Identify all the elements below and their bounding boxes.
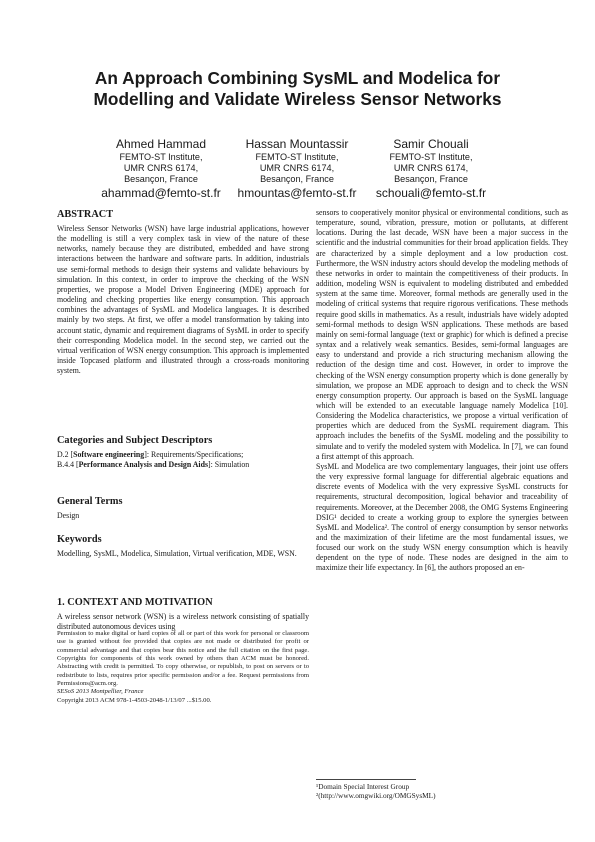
venue-text: SESoS 2013 Montpellier, France [57, 688, 144, 696]
abstract-heading: ABSTRACT [57, 209, 114, 220]
section-1-left [57, 596, 309, 632]
permission-text: Permission to make digital or hard copies of all or part of this work for personal or classroom use is granted without fee provided that copies are not made or distributed for profit or commercial advantage and that copies bear this notice and the full citation on the first page. Copyrights for components of this work owned by others than ACM must be honored. Abstracting with credit is permitted. To copy otherwise, or republish, to post on servers or to redistribute to lists, requires prior specific permission and/or a fee. Request permissions from Permissions@acm.org. [57, 630, 309, 688]
paper-title [40, 68, 555, 110]
permission-block [57, 630, 309, 705]
footnote-2[interactable]: ²(http://www.omgwiki.org/OMGSysML) [316, 791, 436, 801]
keywords-text: Modelling, SysML, Modelica, Simulation, Virtual verification, MDE, WSN. [57, 549, 297, 558]
general-terms-heading: General Terms [57, 496, 123, 507]
author-name: Hassan Mountassir [245, 137, 349, 151]
author-affiliation: UMR CNRS 6174, [123, 163, 199, 173]
author-name: Ahmed Hammad [115, 137, 207, 151]
footnote-1: ¹Domain Special Interest Group [316, 782, 410, 791]
categories-heading: Categories and Subject Descriptors [57, 435, 213, 446]
right-column [316, 208, 568, 574]
section-1-text: A wireless sensor network (WSN) is a wireless network consisting of spatially distributed autonomous devices using [57, 612, 309, 632]
category-code: B.4.4 [ [57, 460, 79, 470]
section-1-paragraph-1: sensors to cooperatively monitor physical or environmental conditions, such as temperature, sound, vibration, pressure, motion or pollutants, at different locations. During the last decade, WSN have been a major success in the scientific and the industrial communities for their broad application fields. They are characterized by a simple deployment and a low production cost. Furthermore, the WSN industry actors should develop the modeling methods of these networks in order to maintain the competitiveness of their products. In addition, modeling WSN is equivalent to modeling distributed and embedded system at the same time. Moreover, formal methods are generally used in the modeling of critical systems that require rigorous verifications. These methods require good skills in mathematics. As a result, industrials have widely adopted semi-formal methods to design WSN applications. These methods are based mainly on semi-formal language (text or graphic) for which is defined a precise syntax and a relatively weak semantics. Besides, semi-formal languages are easy to understand and provide a rich structuring mechanism allowing the reduction of the design time and cost. However, in order to improve the checking of the WSN energy consumption property which is done generally by simulation, we propose an MDE approach to design and to check the WSN energy consumption property. Our approach is based on the SysML language which will be extended to an executable language namely Modelica [10]. Considering the Modelica characteristics, we propose a virtual verification of properties which are deduced from the SysML requirement diagram. This approach includes the benefits of the SysML modeling and the possibility to simulate and to verify the modeled system with Modelica. In [7], we can found a first attempt of this approach. [316, 208, 568, 461]
author-affiliation: Besançon, France [260, 174, 334, 184]
title-line-1: An Approach Combining SysML and Modelica for [94, 68, 501, 88]
abstract-section [57, 208, 309, 376]
author-affiliation: Besançon, France [394, 174, 468, 184]
category-code: D.2 [ [57, 450, 74, 459]
author-affiliation: FEMTO-ST Institute, [255, 152, 339, 162]
abstract-text: Wireless Sensor Networks (WSN) have large industrial applications, however the modelling is still a very complex task in view of the nature of these networks, namely because they are distributed, embedded and have strong interactions between the hardware and software parts. In addition, industrials use semi-formal methods to design their systems and validate behaviours by simulation. In this context, in order to improve the checking of the WSN properties, we propose a Model Driven Engineering (MDE) approach for modeling and checking properties like energy consumption. This approach combines the advantages of SysML and Modelica languages. It is described mainly by two steps. At first, we offer a model transformation by taking into account static, dynamic and requirement diagrams of SysML in order to specify their corresponding Modelica model. In the second step, we carried out the virtual verification of WSN energy consumption. This approach is implemented inside Topcased platform and illustrated through a cross-roads monitoring system. [57, 224, 309, 376]
author-email[interactable]: ahammad@femto-st.fr [101, 186, 221, 200]
author-name: Samir Chouali [393, 137, 469, 151]
category-name: Performance Analysis and Design Aids [78, 460, 209, 470]
general-terms-text: Design [57, 511, 80, 520]
category-name: Software engineering [73, 450, 145, 459]
author-affiliation: FEMTO-ST Institute, [389, 152, 473, 162]
keywords-section [57, 533, 309, 559]
section-1-heading: 1. CONTEXT AND MOTIVATION [57, 597, 213, 608]
footnotes [316, 782, 568, 801]
title-line-2: Modelling and Validate Wireless Sensor Networks [93, 89, 502, 109]
author-affiliation: Besançon, France [124, 174, 198, 184]
author-email[interactable]: hmountas@femto-st.fr [237, 186, 357, 200]
category-rest: ]: Requirements/Specifications; [144, 450, 244, 459]
keywords-heading: Keywords [57, 534, 102, 545]
author-email[interactable]: schouali@femto-st.fr [375, 186, 487, 200]
author-block-3 [346, 138, 516, 200]
author-affiliation: UMR CNRS 6174, [259, 163, 335, 173]
category-rest: ]: Simulation [208, 460, 250, 470]
footnote-rule [316, 779, 416, 780]
categories-section [57, 434, 309, 470]
author-affiliation: UMR CNRS 6174, [393, 163, 469, 173]
section-1-paragraph-2: SysML and Modelica are two complementary languages, their joint use offers the very expressive formal language for differential algebraic equations and discrete events of Modelica with the very expressive SysML constructs for requirements, structural decomposition, logical behavior and traceability of requirements. Moreover, at the December 2008, the OMG Systems Engineering DSIG¹ decided to create a working group to explore the synergies between SysML and Modelica². The control of energy consumption by sensor networks and the maximization of their lifetime are the most fundamental issues, we focused our work on the study WSN energy consumption which is heavily dependent on the type of node. These nodes are designed in the aim to maximize their life expectancy. In [6], the authors proposed an en- [316, 461, 568, 573]
general-terms-section [57, 495, 309, 521]
author-affiliation: FEMTO-ST Institute, [119, 152, 203, 162]
categories-text [57, 450, 309, 470]
copyright-text: Copyright 2013 ACM 978-1-4503-2048-1/13/07 ...$15.00. [57, 696, 212, 704]
